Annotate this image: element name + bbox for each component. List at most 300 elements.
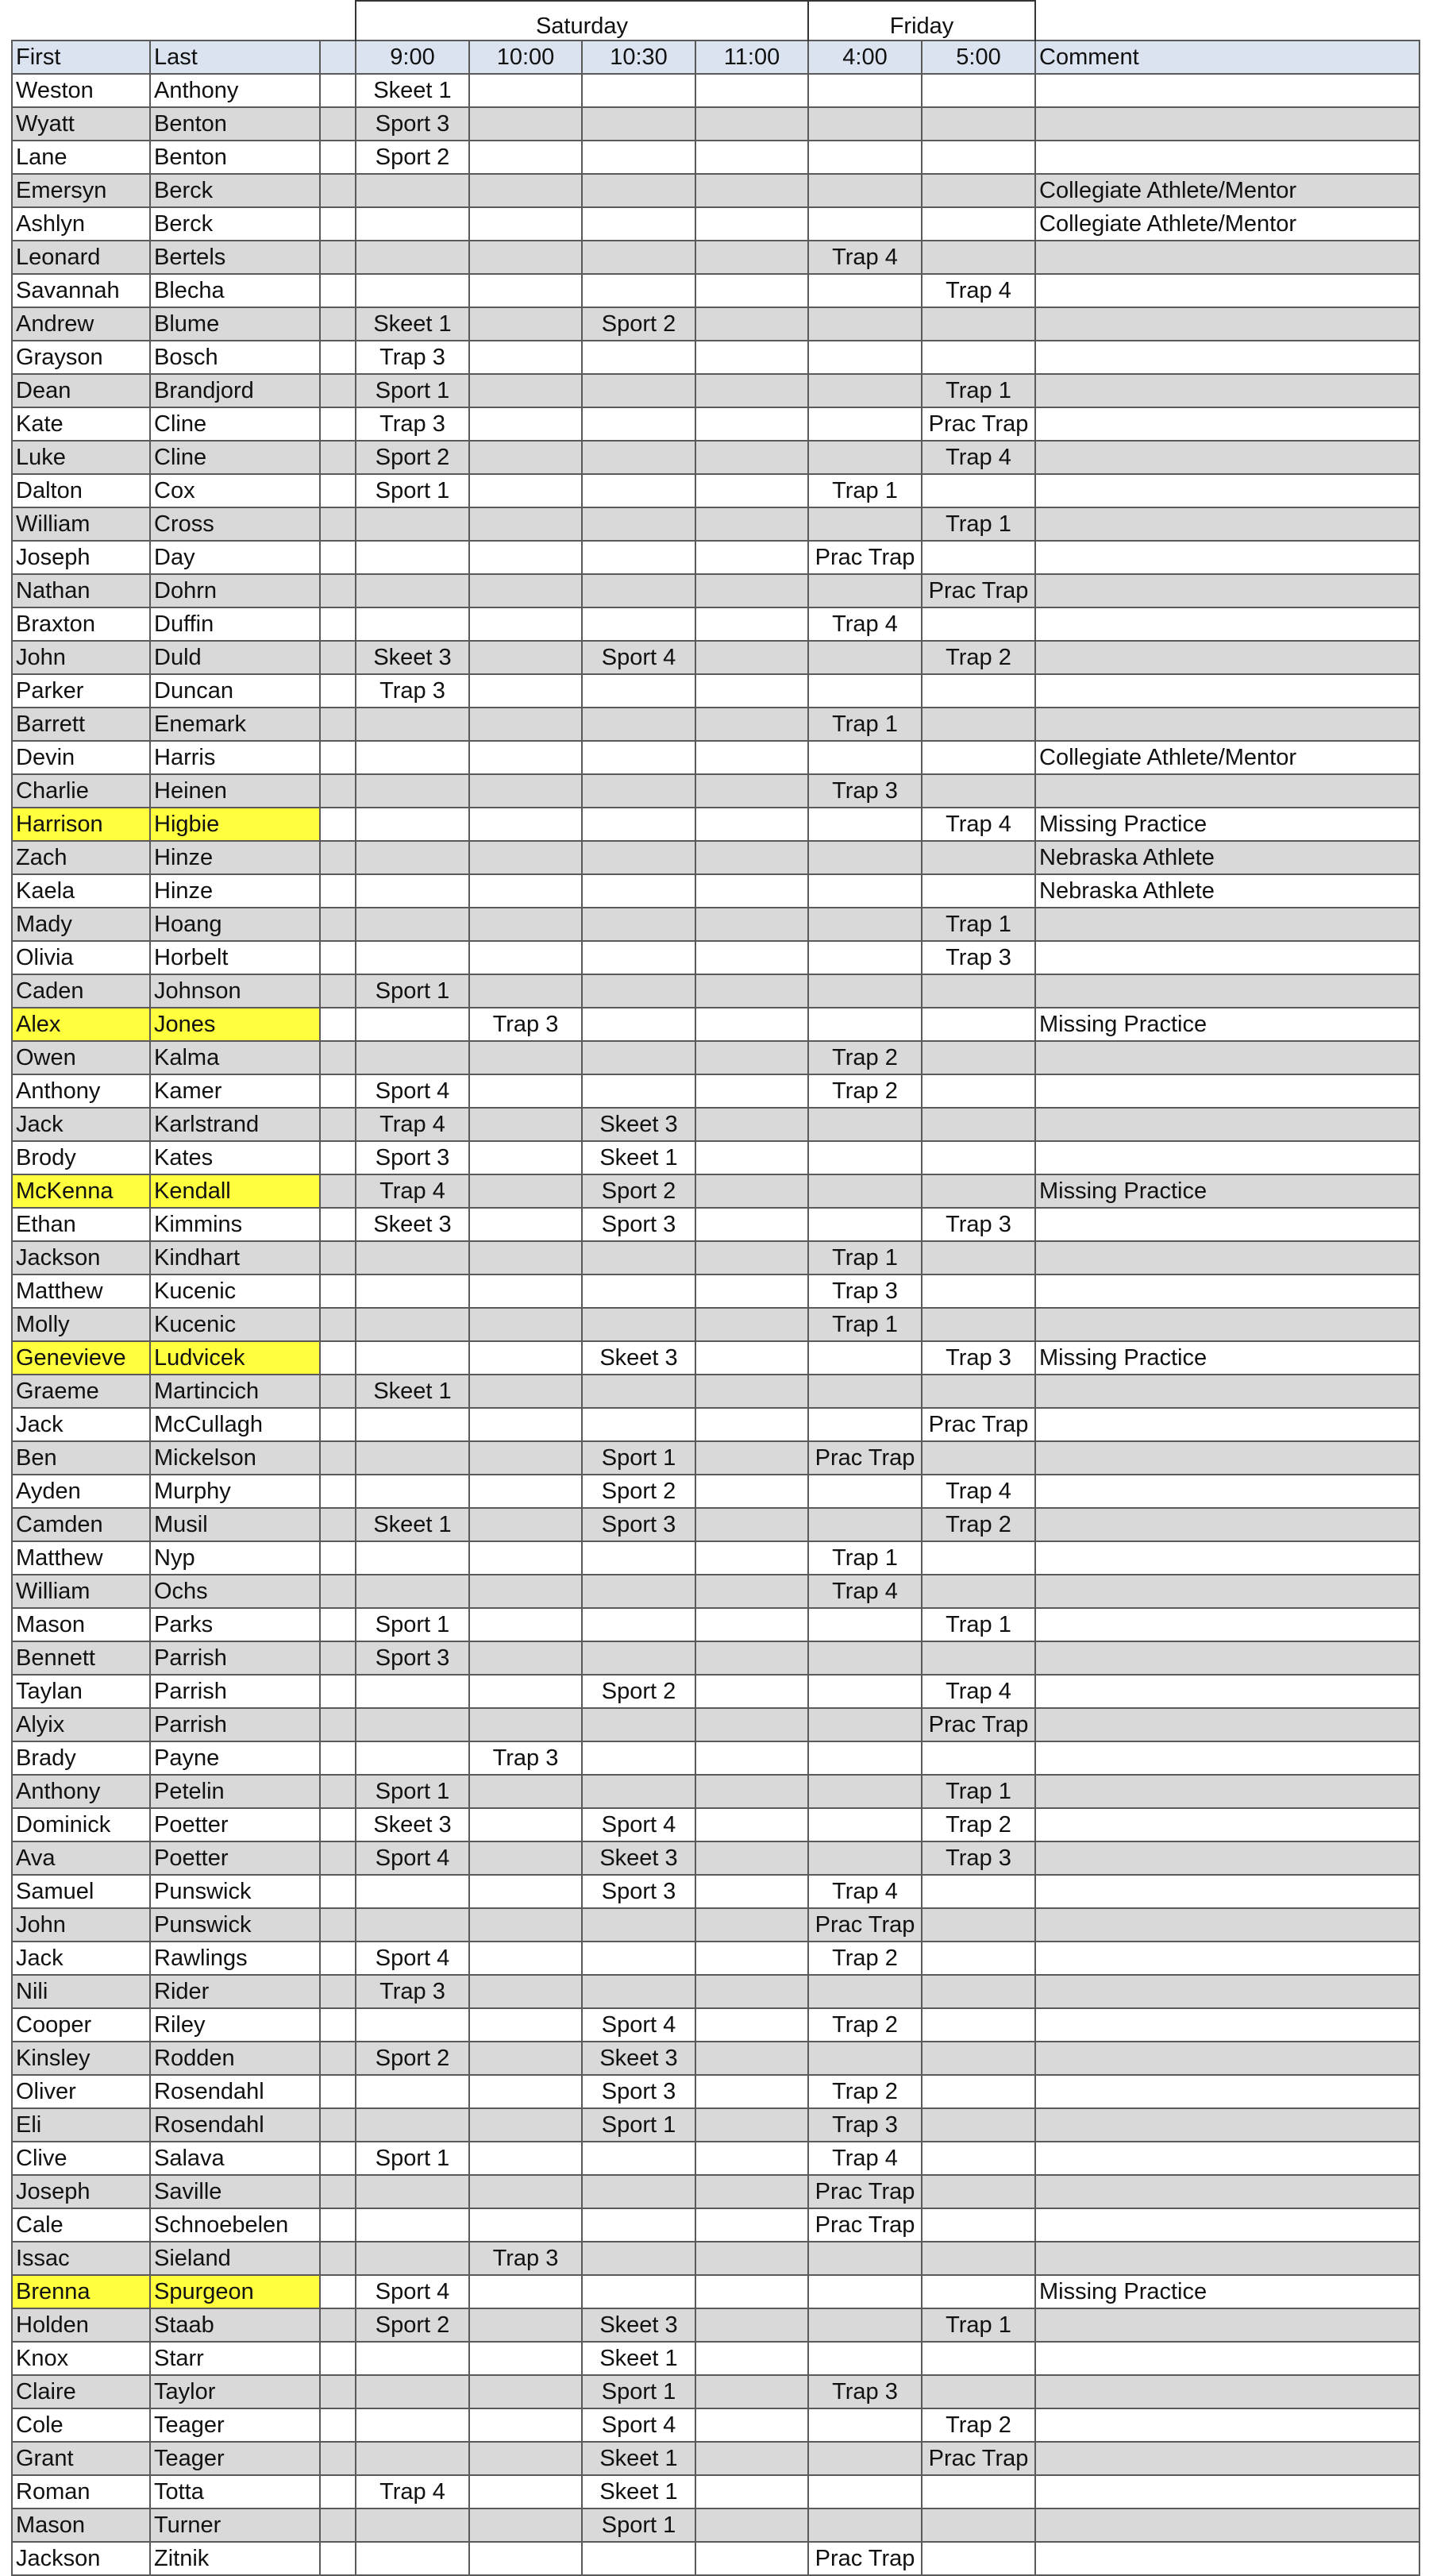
slot-cell-fri-5-00 bbox=[922, 674, 1035, 708]
slot-cell-sat-10-30: Sport 4 bbox=[582, 2408, 695, 2442]
slot-cell-sat-9-00 bbox=[356, 874, 469, 908]
slot-cell-fri-4-00 bbox=[808, 974, 922, 1008]
slot-cell-fri-4-00 bbox=[808, 2475, 922, 2509]
comment-cell: Missing Practice bbox=[1035, 1341, 1419, 1375]
slot-cell-fri-5-00 bbox=[922, 1308, 1035, 1341]
table-row bbox=[12, 774, 1419, 808]
slot-cell-sat-9-00: Sport 2 bbox=[356, 2042, 469, 2075]
slot-cell-sat-9-00 bbox=[356, 1441, 469, 1475]
slot-cell-fri-4-00: Trap 4 bbox=[808, 2142, 922, 2175]
table-row bbox=[12, 708, 1419, 741]
slot-cell-fri-4-00: Trap 3 bbox=[808, 774, 922, 808]
slot-cell-sat-11-00 bbox=[695, 1475, 808, 1508]
slot-cell-sat-11-00 bbox=[695, 1308, 808, 1341]
table-row bbox=[12, 241, 1419, 274]
comment-cell bbox=[1035, 374, 1419, 407]
slot-cell-sat-10-00 bbox=[469, 441, 582, 474]
slot-cell-fri-4-00 bbox=[808, 1141, 922, 1174]
comment-cell bbox=[1035, 1208, 1419, 1241]
slot-cell-sat-11-00 bbox=[695, 2142, 808, 2175]
slot-cell-sat-11-00 bbox=[695, 1575, 808, 1608]
slot-cell-sat-10-30 bbox=[582, 474, 695, 507]
slot-cell-sat-10-30: Skeet 3 bbox=[582, 1341, 695, 1375]
slot-cell-sat-9-00: Sport 1 bbox=[356, 374, 469, 407]
slot-cell-fri-5-00: Trap 2 bbox=[922, 2408, 1035, 2442]
slot-cell-sat-11-00 bbox=[695, 441, 808, 474]
blank-cell bbox=[320, 1908, 356, 1942]
slot-cell-sat-10-30: Skeet 3 bbox=[582, 2042, 695, 2075]
table-row bbox=[12, 1108, 1419, 1141]
blank-cell bbox=[320, 2208, 356, 2242]
slot-cell-sat-10-30 bbox=[582, 174, 695, 207]
slot-cell-sat-10-30 bbox=[582, 2142, 695, 2175]
slot-cell-fri-5-00 bbox=[922, 341, 1035, 374]
slot-cell-fri-4-00 bbox=[808, 1975, 922, 2008]
slot-cell-sat-10-00 bbox=[469, 1908, 582, 1942]
slot-cell-fri-5-00 bbox=[922, 2509, 1035, 2542]
slot-cell-fri-5-00 bbox=[922, 1041, 1035, 1074]
slot-cell-sat-9-00 bbox=[356, 808, 469, 841]
first-name-cell: Samuel bbox=[12, 1875, 150, 1908]
slot-cell-sat-11-00 bbox=[695, 1808, 808, 1841]
slot-cell-fri-5-00 bbox=[922, 1008, 1035, 1041]
table-row bbox=[12, 2042, 1419, 2075]
last-name-cell: Dohrn bbox=[150, 574, 320, 607]
comment-cell bbox=[1035, 241, 1419, 274]
slot-cell-fri-4-00: Trap 1 bbox=[808, 474, 922, 507]
slot-cell-sat-11-00 bbox=[695, 2108, 808, 2142]
slot-cell-sat-9-00: Trap 4 bbox=[356, 2475, 469, 2509]
slot-cell-sat-11-00 bbox=[695, 2308, 808, 2342]
slot-cell-fri-5-00 bbox=[922, 2375, 1035, 2408]
slot-cell-sat-10-30: Sport 4 bbox=[582, 2008, 695, 2042]
slot-cell-sat-10-30: Sport 1 bbox=[582, 2108, 695, 2142]
comment-cell bbox=[1035, 1641, 1419, 1675]
slot-cell-sat-10-30 bbox=[582, 741, 695, 774]
last-name-cell: Ludvicek bbox=[150, 1341, 320, 1375]
slot-cell-fri-4-00: Trap 2 bbox=[808, 1041, 922, 1074]
last-name-cell: Salava bbox=[150, 2142, 320, 2175]
blank-cell bbox=[320, 474, 356, 507]
comment-cell: Missing Practice bbox=[1035, 2275, 1419, 2308]
slot-cell-sat-10-00 bbox=[469, 841, 582, 874]
last-name-cell: Punswick bbox=[150, 1875, 320, 1908]
slot-cell-sat-10-00 bbox=[469, 2142, 582, 2175]
blank-cell bbox=[320, 2509, 356, 2542]
comment-cell bbox=[1035, 1975, 1419, 2008]
last-name-cell: Benton bbox=[150, 141, 320, 174]
last-name-cell: Rawlings bbox=[150, 1942, 320, 1975]
comment-cell bbox=[1035, 774, 1419, 808]
first-name-cell: Dominick bbox=[12, 1808, 150, 1841]
blank-cell bbox=[320, 874, 356, 908]
last-name-cell: Totta bbox=[150, 2475, 320, 2509]
blank-cell bbox=[320, 1074, 356, 1108]
first-name-cell: Jackson bbox=[12, 1241, 150, 1275]
blank-cell bbox=[320, 1608, 356, 1641]
slot-cell-fri-5-00: Trap 3 bbox=[922, 1341, 1035, 1375]
slot-cell-fri-4-00 bbox=[808, 507, 922, 541]
slot-cell-fri-4-00 bbox=[808, 641, 922, 674]
slot-cell-sat-10-00 bbox=[469, 507, 582, 541]
comment-cell bbox=[1035, 2042, 1419, 2075]
slot-cell-fri-5-00 bbox=[922, 307, 1035, 341]
last-name-cell: Spurgeon bbox=[150, 2275, 320, 2308]
slot-cell-sat-10-00 bbox=[469, 1475, 582, 1508]
table-row bbox=[12, 2375, 1419, 2408]
slot-cell-fri-4-00 bbox=[808, 2242, 922, 2275]
slot-cell-fri-4-00 bbox=[808, 1775, 922, 1808]
slot-cell-sat-10-00 bbox=[469, 1141, 582, 1174]
slot-cell-fri-5-00: Trap 4 bbox=[922, 808, 1035, 841]
slot-cell-sat-11-00 bbox=[695, 1408, 808, 1441]
slot-cell-fri-4-00 bbox=[808, 1808, 922, 1841]
slot-cell-sat-11-00 bbox=[695, 1675, 808, 1708]
slot-cell-sat-10-30 bbox=[582, 607, 695, 641]
slot-cell-fri-5-00 bbox=[922, 2242, 1035, 2275]
blank-cell bbox=[320, 1441, 356, 1475]
slot-cell-sat-9-00 bbox=[356, 1041, 469, 1074]
slot-cell-sat-11-00 bbox=[695, 341, 808, 374]
slot-cell-fri-4-00 bbox=[808, 1174, 922, 1208]
blank-cell bbox=[320, 1308, 356, 1341]
first-name-cell: Cole bbox=[12, 2408, 150, 2442]
comment-cell bbox=[1035, 2108, 1419, 2142]
first-name-cell: Alyix bbox=[12, 1708, 150, 1741]
slot-cell-sat-10-00 bbox=[469, 2308, 582, 2342]
blank-cell bbox=[320, 441, 356, 474]
first-name-cell: Claire bbox=[12, 2375, 150, 2408]
slot-cell-fri-4-00: Trap 1 bbox=[808, 1541, 922, 1575]
first-name-cell: Zach bbox=[12, 841, 150, 874]
comment-cell bbox=[1035, 1942, 1419, 1975]
slot-cell-fri-5-00 bbox=[922, 2342, 1035, 2375]
last-name-cell: Rosendahl bbox=[150, 2108, 320, 2142]
slot-cell-sat-10-30: Skeet 1 bbox=[582, 1141, 695, 1174]
last-name-cell: Turner bbox=[150, 2509, 320, 2542]
first-name-cell: Camden bbox=[12, 1508, 150, 1541]
table-row bbox=[12, 1741, 1419, 1775]
slot-cell-sat-10-00 bbox=[469, 674, 582, 708]
blank-cell bbox=[320, 1008, 356, 1041]
table-row bbox=[12, 1808, 1419, 1841]
last-name-cell: Nyp bbox=[150, 1541, 320, 1575]
slot-cell-fri-5-00: Trap 2 bbox=[922, 1508, 1035, 1541]
slot-cell-sat-11-00 bbox=[695, 1741, 808, 1775]
slot-cell-fri-5-00: Trap 1 bbox=[922, 374, 1035, 407]
slot-cell-sat-9-00 bbox=[356, 1008, 469, 1041]
first-name-cell: Joseph bbox=[12, 541, 150, 574]
slot-cell-sat-10-00 bbox=[469, 874, 582, 908]
last-name-cell: Heinen bbox=[150, 774, 320, 808]
comment-cell bbox=[1035, 341, 1419, 374]
last-name-cell: Zitnik bbox=[150, 2542, 320, 2575]
slot-cell-fri-5-00 bbox=[922, 1375, 1035, 1408]
comment-cell bbox=[1035, 1541, 1419, 1575]
last-name-cell: Anthony bbox=[150, 74, 320, 107]
slot-cell-fri-4-00: Trap 3 bbox=[808, 2375, 922, 2408]
slot-cell-fri-5-00 bbox=[922, 2208, 1035, 2242]
slot-cell-sat-9-00 bbox=[356, 1308, 469, 1341]
slot-cell-sat-11-00 bbox=[695, 1375, 808, 1408]
slot-cell-fri-4-00: Trap 4 bbox=[808, 1575, 922, 1608]
slot-cell-fri-5-00 bbox=[922, 207, 1035, 241]
blank-cell bbox=[320, 1942, 356, 1975]
slot-cell-sat-9-00: Skeet 3 bbox=[356, 1208, 469, 1241]
slot-cell-sat-10-30: Sport 1 bbox=[582, 2375, 695, 2408]
table-row bbox=[12, 641, 1419, 674]
slot-cell-fri-4-00 bbox=[808, 1608, 922, 1641]
slot-cell-sat-10-30 bbox=[582, 2242, 695, 2275]
slot-cell-sat-9-00 bbox=[356, 574, 469, 607]
first-name-cell: Owen bbox=[12, 1041, 150, 1074]
comment-cell bbox=[1035, 2375, 1419, 2408]
slot-cell-sat-9-00 bbox=[356, 774, 469, 808]
comment-cell bbox=[1035, 1141, 1419, 1174]
last-name-cell: Kamer bbox=[150, 1074, 320, 1108]
first-name-cell: Ashlyn bbox=[12, 207, 150, 241]
table-row bbox=[12, 808, 1419, 841]
comment-cell bbox=[1035, 2075, 1419, 2108]
slot-cell-fri-5-00: Trap 2 bbox=[922, 1808, 1035, 1841]
first-name-cell: Braxton bbox=[12, 607, 150, 641]
slot-cell-sat-9-00 bbox=[356, 1408, 469, 1441]
last-name-cell: Ochs bbox=[150, 1575, 320, 1608]
slot-cell-sat-10-30 bbox=[582, 341, 695, 374]
slot-cell-sat-10-30 bbox=[582, 507, 695, 541]
comment-cell bbox=[1035, 1041, 1419, 1074]
comment-cell bbox=[1035, 941, 1419, 974]
slot-cell-fri-4-00 bbox=[808, 841, 922, 874]
slot-cell-fri-5-00 bbox=[922, 2142, 1035, 2175]
slot-cell-sat-9-00 bbox=[356, 541, 469, 574]
slot-cell-fri-5-00 bbox=[922, 1908, 1035, 1942]
slot-cell-sat-10-30 bbox=[582, 1408, 695, 1441]
slot-cell-sat-10-00 bbox=[469, 1541, 582, 1575]
slot-cell-sat-9-00: Sport 4 bbox=[356, 2275, 469, 2308]
slot-cell-sat-10-00 bbox=[469, 1241, 582, 1275]
slot-cell-fri-4-00 bbox=[808, 1508, 922, 1541]
slot-cell-fri-4-00 bbox=[808, 1341, 922, 1375]
blank-cell bbox=[320, 1641, 356, 1675]
slot-cell-fri-4-00 bbox=[808, 174, 922, 207]
slot-cell-sat-9-00 bbox=[356, 1241, 469, 1275]
slot-cell-sat-10-00 bbox=[469, 474, 582, 507]
slot-cell-sat-10-30 bbox=[582, 241, 695, 274]
slot-cell-sat-10-30 bbox=[582, 2175, 695, 2208]
slot-cell-fri-4-00: Trap 4 bbox=[808, 607, 922, 641]
first-name-cell: Savannah bbox=[12, 274, 150, 307]
slot-cell-sat-9-00 bbox=[356, 741, 469, 774]
blank-cell bbox=[320, 2375, 356, 2408]
first-name-cell: Barrett bbox=[12, 708, 150, 741]
last-name-cell: Enemark bbox=[150, 708, 320, 741]
table-row bbox=[12, 2008, 1419, 2042]
blank-cell bbox=[320, 708, 356, 741]
slot-cell-fri-4-00: Trap 2 bbox=[808, 2008, 922, 2042]
comment-cell: Missing Practice bbox=[1035, 1174, 1419, 1208]
slot-cell-sat-10-30 bbox=[582, 1942, 695, 1975]
first-name-cell: Joseph bbox=[12, 2175, 150, 2208]
slot-cell-sat-11-00 bbox=[695, 1875, 808, 1908]
slot-cell-sat-11-00 bbox=[695, 2075, 808, 2108]
first-name-cell: Kinsley bbox=[12, 2042, 150, 2075]
slot-cell-sat-9-00 bbox=[356, 2542, 469, 2575]
slot-cell-sat-10-30 bbox=[582, 1708, 695, 1741]
slot-cell-sat-10-00 bbox=[469, 407, 582, 441]
slot-cell-sat-11-00 bbox=[695, 2509, 808, 2542]
last-name-cell: Parks bbox=[150, 1608, 320, 1641]
first-name-cell: Jack bbox=[12, 1408, 150, 1441]
first-name-cell: Dalton bbox=[12, 474, 150, 507]
slot-cell-sat-10-00 bbox=[469, 1375, 582, 1408]
slot-cell-sat-10-00 bbox=[469, 641, 582, 674]
table-row bbox=[12, 441, 1419, 474]
slot-cell-fri-5-00 bbox=[922, 1875, 1035, 1908]
last-name-cell: Schnoebelen bbox=[150, 2208, 320, 2242]
slot-cell-sat-11-00 bbox=[695, 507, 808, 541]
slot-cell-fri-5-00 bbox=[922, 174, 1035, 207]
table-row bbox=[12, 1208, 1419, 1241]
slot-cell-sat-10-00 bbox=[469, 1608, 582, 1641]
first-name-cell: Harrison bbox=[12, 808, 150, 841]
first-name-cell: Ethan bbox=[12, 1208, 150, 1241]
blank-cell bbox=[320, 1341, 356, 1375]
last-name-cell: Kendall bbox=[150, 1174, 320, 1208]
slot-cell-fri-4-00: Prac Trap bbox=[808, 541, 922, 574]
blank-cell bbox=[320, 2108, 356, 2142]
slot-cell-fri-5-00 bbox=[922, 2542, 1035, 2575]
slot-cell-fri-5-00 bbox=[922, 1641, 1035, 1675]
last-name-cell: Poetter bbox=[150, 1808, 320, 1841]
last-name-cell: Benton bbox=[150, 107, 320, 141]
slot-cell-sat-11-00 bbox=[695, 1508, 808, 1541]
slot-cell-sat-11-00 bbox=[695, 407, 808, 441]
blank-cell bbox=[320, 1375, 356, 1408]
last-name-cell: Rosendahl bbox=[150, 2075, 320, 2108]
blank-cell bbox=[320, 2075, 356, 2108]
slot-cell-sat-11-00 bbox=[695, 841, 808, 874]
slot-cell-fri-4-00 bbox=[808, 1675, 922, 1708]
slot-cell-fri-5-00 bbox=[922, 1575, 1035, 1608]
header-5-00: 5:00 bbox=[922, 40, 1035, 74]
last-name-cell: Bosch bbox=[150, 341, 320, 374]
slot-cell-sat-9-00 bbox=[356, 1475, 469, 1508]
slot-cell-sat-11-00 bbox=[695, 574, 808, 607]
last-name-cell: Horbelt bbox=[150, 941, 320, 974]
table-row bbox=[12, 1408, 1419, 1441]
first-name-cell: Nili bbox=[12, 1975, 150, 2008]
slot-cell-sat-10-30: Sport 4 bbox=[582, 641, 695, 674]
slot-cell-fri-5-00 bbox=[922, 241, 1035, 274]
slot-cell-sat-10-30 bbox=[582, 1375, 695, 1408]
blank-cell bbox=[320, 1741, 356, 1775]
comment-cell bbox=[1035, 507, 1419, 541]
last-name-cell: Brandjord bbox=[150, 374, 320, 407]
slot-cell-sat-9-00: Skeet 3 bbox=[356, 641, 469, 674]
blank-cell bbox=[320, 174, 356, 207]
slot-cell-sat-10-00 bbox=[469, 607, 582, 641]
slot-cell-fri-5-00: Prac Trap bbox=[922, 1708, 1035, 1741]
first-name-cell: Devin bbox=[12, 741, 150, 774]
table-row bbox=[12, 574, 1419, 607]
blank-cell bbox=[320, 1975, 356, 2008]
comment-cell bbox=[1035, 908, 1419, 941]
blank-cell bbox=[320, 2308, 356, 2342]
comment-cell bbox=[1035, 1275, 1419, 1308]
slot-cell-fri-4-00: Prac Trap bbox=[808, 2208, 922, 2242]
comment-cell bbox=[1035, 1441, 1419, 1475]
table-row bbox=[12, 2509, 1419, 2542]
slot-cell-sat-10-30 bbox=[582, 2208, 695, 2242]
comment-cell bbox=[1035, 574, 1419, 607]
first-name-cell: William bbox=[12, 1575, 150, 1608]
slot-cell-sat-11-00 bbox=[695, 941, 808, 974]
slot-cell-fri-5-00 bbox=[922, 1441, 1035, 1475]
comment-cell: Nebraska Athlete bbox=[1035, 874, 1419, 908]
slot-cell-sat-11-00 bbox=[695, 1975, 808, 2008]
slot-cell-sat-9-00: Skeet 1 bbox=[356, 74, 469, 107]
slot-cell-sat-10-30 bbox=[582, 141, 695, 174]
blank-cell bbox=[320, 607, 356, 641]
slot-cell-sat-10-00 bbox=[469, 1441, 582, 1475]
slot-cell-sat-10-00 bbox=[469, 541, 582, 574]
slot-cell-fri-4-00 bbox=[808, 1108, 922, 1141]
comment-cell: Collegiate Athlete/Mentor bbox=[1035, 207, 1419, 241]
table-row bbox=[12, 1541, 1419, 1575]
slot-cell-sat-10-30 bbox=[582, 74, 695, 107]
slot-cell-fri-5-00 bbox=[922, 1541, 1035, 1575]
table-row bbox=[12, 908, 1419, 941]
slot-cell-sat-11-00 bbox=[695, 1641, 808, 1675]
slot-cell-sat-9-00 bbox=[356, 2509, 469, 2542]
slot-cell-sat-11-00 bbox=[695, 874, 808, 908]
slot-cell-sat-9-00: Sport 1 bbox=[356, 1608, 469, 1641]
slot-cell-sat-10-30 bbox=[582, 1575, 695, 1608]
table-row bbox=[12, 507, 1419, 541]
first-name-cell: Weston bbox=[12, 74, 150, 107]
slot-cell-sat-11-00 bbox=[695, 1775, 808, 1808]
slot-cell-fri-4-00: Trap 2 bbox=[808, 1074, 922, 1108]
last-name-cell: Hinze bbox=[150, 874, 320, 908]
slot-cell-fri-5-00 bbox=[922, 2475, 1035, 2509]
last-name-cell: Kates bbox=[150, 1141, 320, 1174]
slot-cell-fri-5-00 bbox=[922, 1108, 1035, 1141]
slot-cell-fri-4-00 bbox=[808, 1641, 922, 1675]
last-name-cell: Kucenic bbox=[150, 1275, 320, 1308]
slot-cell-sat-11-00 bbox=[695, 1275, 808, 1308]
slot-cell-sat-11-00 bbox=[695, 2275, 808, 2308]
table-row bbox=[12, 2175, 1419, 2208]
slot-cell-fri-4-00 bbox=[808, 107, 922, 141]
slot-cell-sat-9-00 bbox=[356, 2108, 469, 2142]
slot-cell-fri-4-00 bbox=[808, 674, 922, 708]
last-name-cell: Day bbox=[150, 541, 320, 574]
blank-cell bbox=[320, 774, 356, 808]
slot-cell-fri-5-00: Trap 3 bbox=[922, 1208, 1035, 1241]
slot-cell-fri-5-00: Trap 1 bbox=[922, 908, 1035, 941]
slot-cell-fri-5-00: Trap 4 bbox=[922, 1475, 1035, 1508]
table-row bbox=[12, 2408, 1419, 2442]
group-spacer bbox=[12, 1, 356, 40]
slot-cell-fri-4-00 bbox=[808, 274, 922, 307]
comment-cell bbox=[1035, 541, 1419, 574]
last-name-cell: Taylor bbox=[150, 2375, 320, 2408]
slot-cell-sat-11-00 bbox=[695, 1341, 808, 1375]
slot-cell-fri-5-00 bbox=[922, 541, 1035, 574]
slot-cell-sat-10-00 bbox=[469, 1341, 582, 1375]
first-name-cell: Alex bbox=[12, 1008, 150, 1041]
